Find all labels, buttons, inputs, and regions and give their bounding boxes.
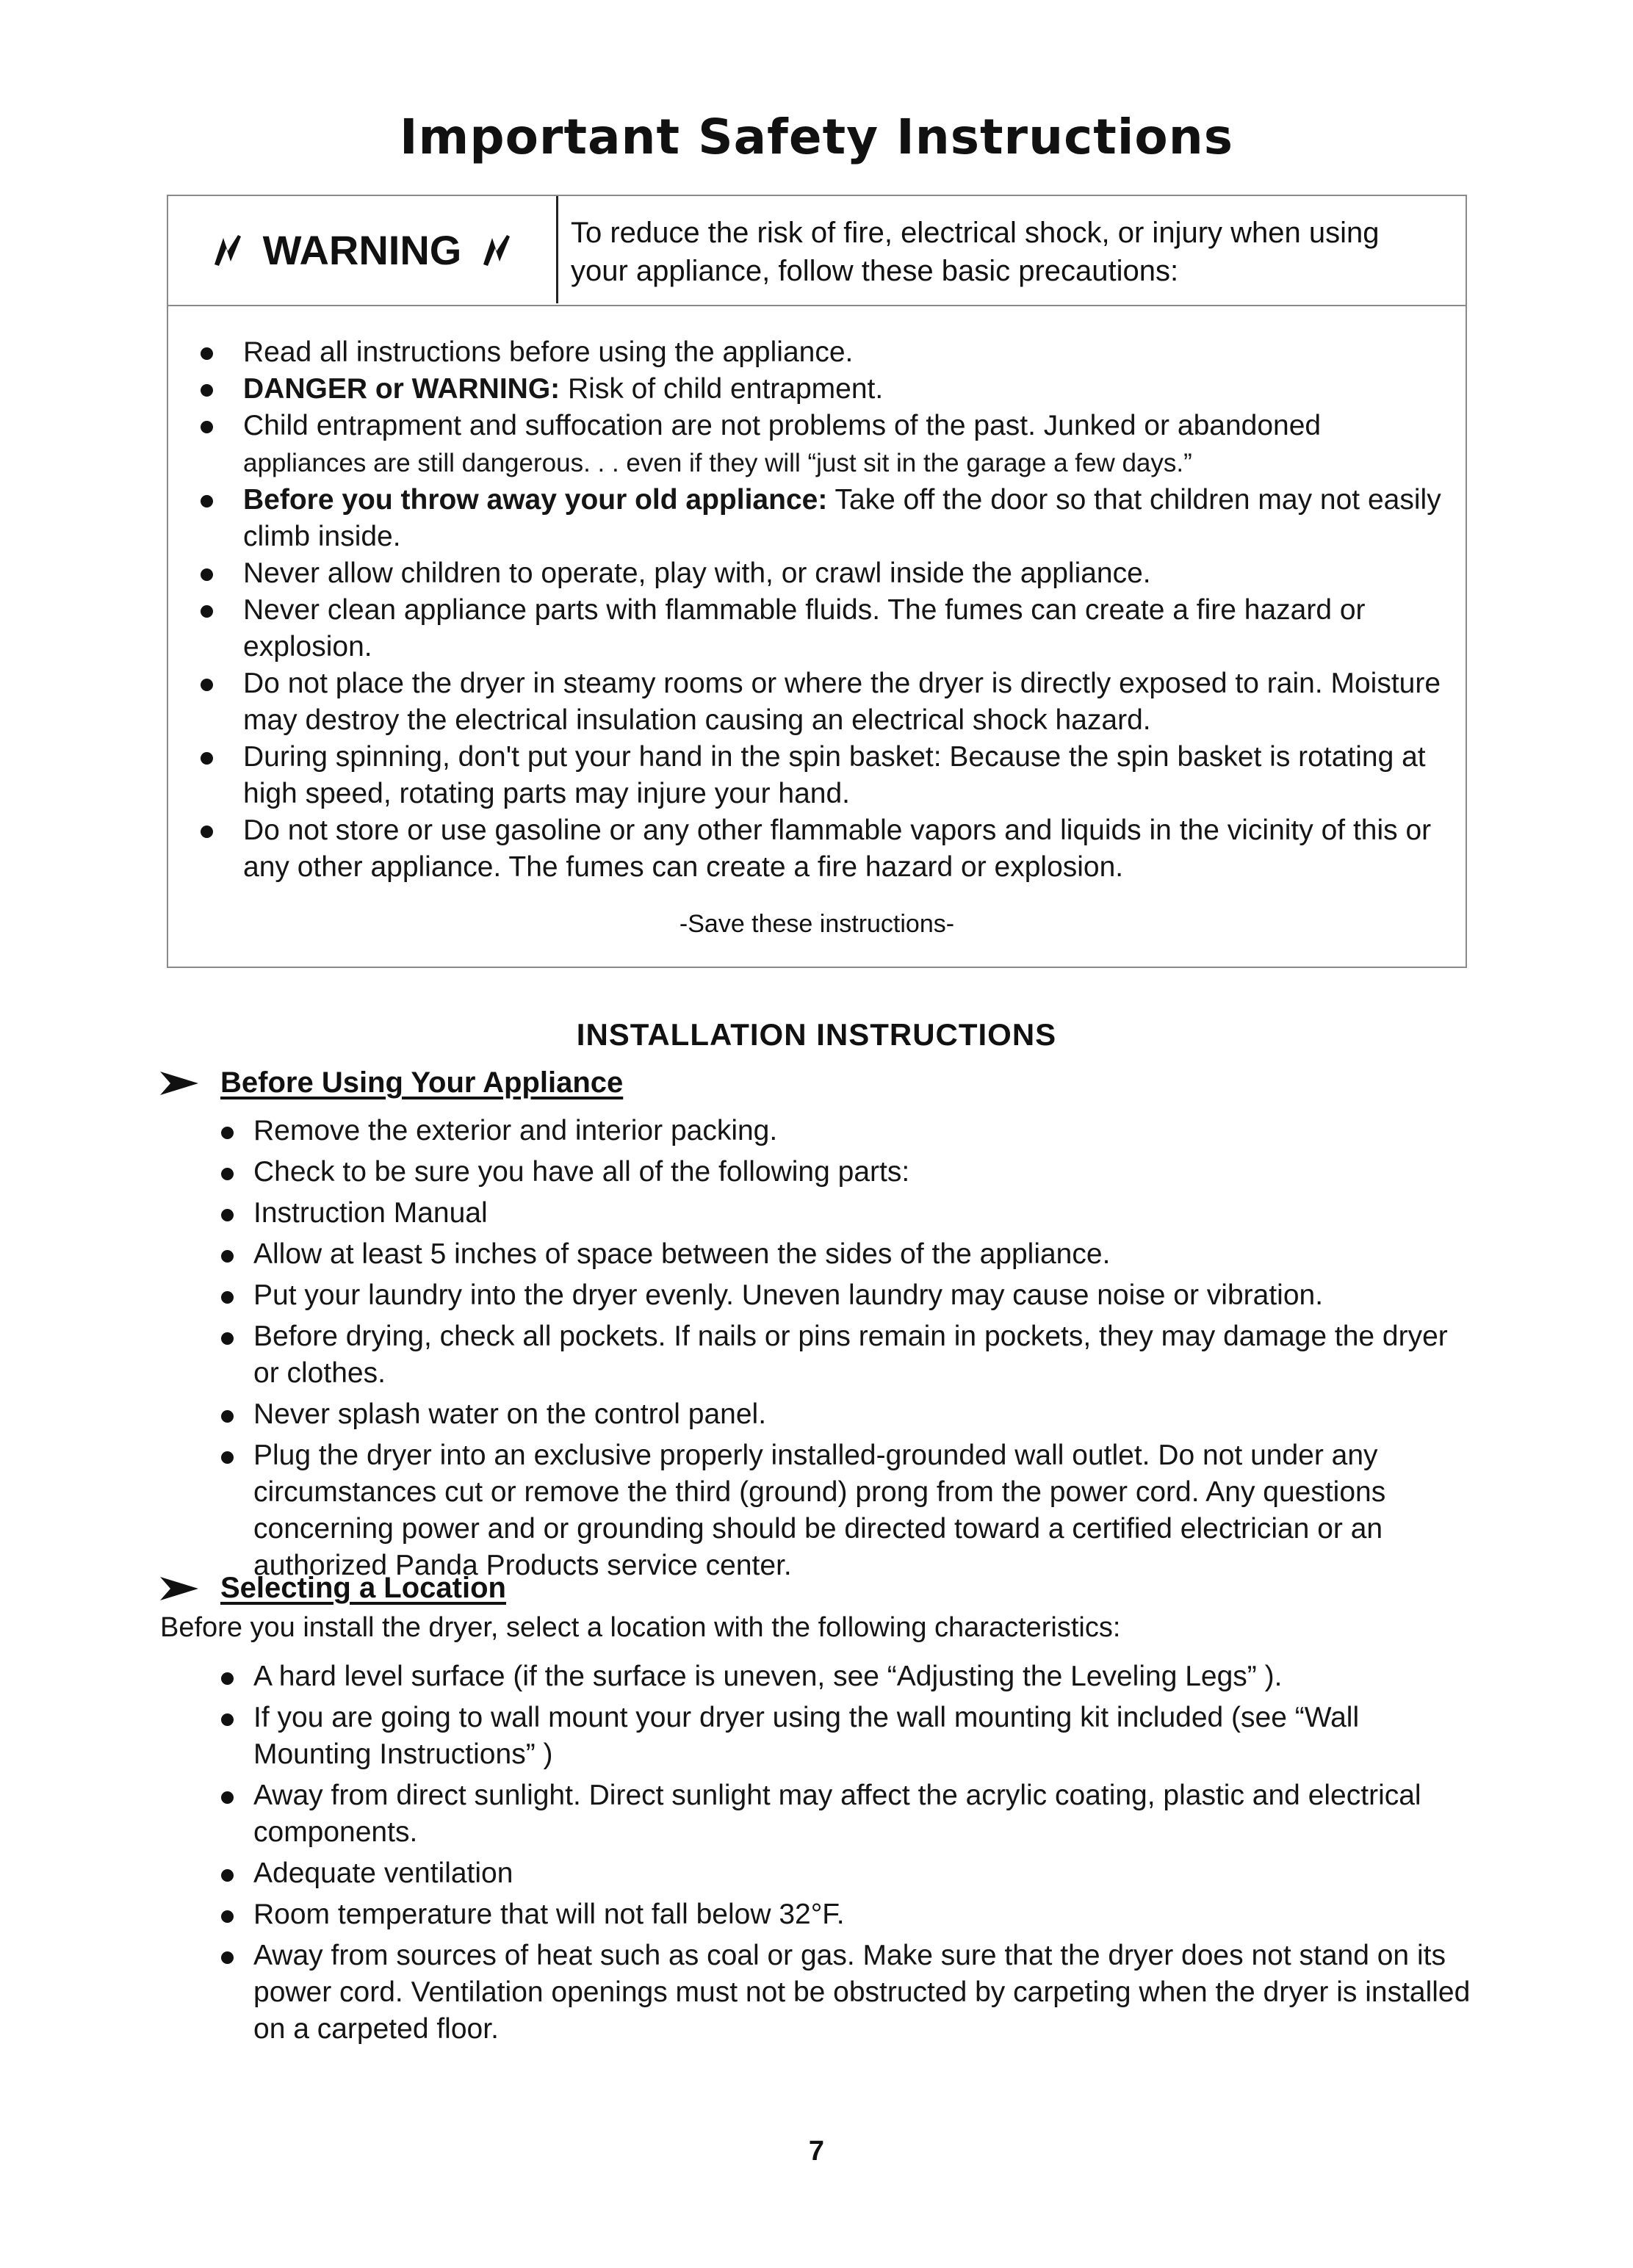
bullet-icon [201,495,213,508]
bullet-icon [221,1910,234,1923]
location-intro: Before you install the dryer, select a location with the following characteristics: [160,1612,1121,1643]
bullet-icon [201,679,213,691]
page-number: 7 [808,2136,825,2167]
list-item: Read all instructions before using the appliance. [168,334,1466,371]
list-item: Put your laundry into the dryer evenly. Uneven laundry may cause noise or vibration. [217,1277,1480,1314]
section-heading: INSTALLATION INSTRUCTIONS [576,1017,1057,1052]
bullet-icon [221,1410,234,1423]
lightning-bolt-icon [477,231,516,269]
subheading-before-using [159,1066,623,1099]
bullet-icon [201,421,213,433]
bullet-icon [221,1209,234,1221]
subheading-selecting-location [159,1572,506,1605]
bullet-icon [201,347,213,360]
list-item: Never splash water on the control panel. [217,1396,1480,1433]
list-item: If you are going to wall mount your dryer using the wall mounting kit included (see “Wall Mounting Instructions” ) [217,1700,1473,1773]
bullet-icon [221,1451,234,1464]
list-item: Before you throw away your old appliance: Take off the door so that children may not easily climb inside. [168,482,1466,555]
subheading-label: Before Using Your Appliance [220,1066,624,1099]
bullet-icon [221,1869,234,1882]
list-item: Room temperature that will not fall below 32°F. [217,1896,1473,1933]
precaution-line: To reduce the risk of fire, electrical shock, or injury when using [571,217,1380,249]
bullet-icon [221,1672,234,1685]
warning-cell [168,196,558,303]
list-item: Check to be sure you have all of the following parts: [217,1154,1480,1191]
bullet-icon [201,826,213,838]
page-title: Important Safety Instructions [400,109,1233,165]
list-item: Before drying, check all pockets. If nails or pins remain in pockets, they may damage the dryer or clothes. [217,1318,1480,1392]
list-item: Never clean appliance parts with flammable fluids. The fumes can create a fire hazard or explosion. [168,592,1466,665]
location-list [217,1658,1473,2048]
list-item: Adequate ventilation [217,1855,1473,1892]
list-item: Instruction Manual [217,1195,1480,1232]
bullet-icon [201,384,213,397]
list-item: Child entrapment and suffocation are not problems of the past. Junked or abandoned appliances are still dangerous. . . even if they will “just sit in the garage a few days.” [168,408,1466,482]
bullet-icon [221,1291,234,1304]
list-item: Do not place the dryer in steamy rooms or where the dryer is directly exposed to rain. Moisture may destroy the electrical insulation causing an electrical shock hazard. [168,665,1466,739]
bullet-icon [221,1168,234,1180]
arrow-right-icon [159,1574,200,1603]
save-note: -Save these instructions- [679,910,955,938]
lightning-bolt-icon [209,231,247,269]
bullet-icon [221,1791,234,1804]
installation-list [217,1113,1480,1584]
bullet-icon [221,1127,234,1139]
list-item: Plug the dryer into an exclusive properly installed-grounded wall outlet. Do not under any circumstances cut or remove the third (ground) prong from the power cord. Any questions concerning power and or grounding should be directed toward a certified electrician or an authorized Panda Products service center. [217,1437,1480,1584]
safety-list [168,334,1466,886]
bullet-icon [201,605,213,618]
subheading-label: Selecting a Location [220,1572,506,1604]
list-item: Allow at least 5 inches of space between the sides of the appliance. [217,1236,1480,1273]
list-item: A hard level surface (if the surface is uneven, see “Adjusting the Leveling Legs” ). [217,1658,1473,1695]
list-item: Remove the exterior and interior packing. [217,1113,1480,1149]
precaution-text [571,214,1452,290]
list-item: Away from direct sunlight. Direct sunlight may affect the acrylic coating, plastic and electrical components. [217,1777,1473,1851]
warning-label: WARNING [262,226,462,273]
warning-header [168,196,1466,306]
bullet-icon [221,1713,234,1726]
bullet-icon [201,752,213,765]
bullet-icon [221,1332,234,1345]
bullet-icon [201,568,213,581]
list-item: During spinning, don't put your hand in the spin basket: Because the spin basket is rotating at high speed, rotating parts may injure your hand. [168,739,1466,812]
list-item: DANGER or WARNING: Risk of child entrapment. [168,371,1466,408]
list-item: Never allow children to operate, play with, or crawl inside the appliance. [168,555,1466,592]
list-item: Do not store or use gasoline or any other flammable vapors and liquids in the vicinity of this or any other appliance. The fumes can create a fire hazard or explosion. [168,812,1466,886]
precaution-line: your appliance, follow these basic precautions: [571,255,1179,287]
bullet-icon [221,1250,234,1263]
bullet-icon [221,1951,234,1964]
safety-box [167,195,1467,968]
arrow-right-icon [159,1069,200,1098]
list-item: Away from sources of heat such as coal or gas. Make sure that the dryer does not stand on its power cord. Ventilation openings must not be obstructed by carpeting when the dryer is installed on a carpeted floor. [217,1937,1473,2048]
